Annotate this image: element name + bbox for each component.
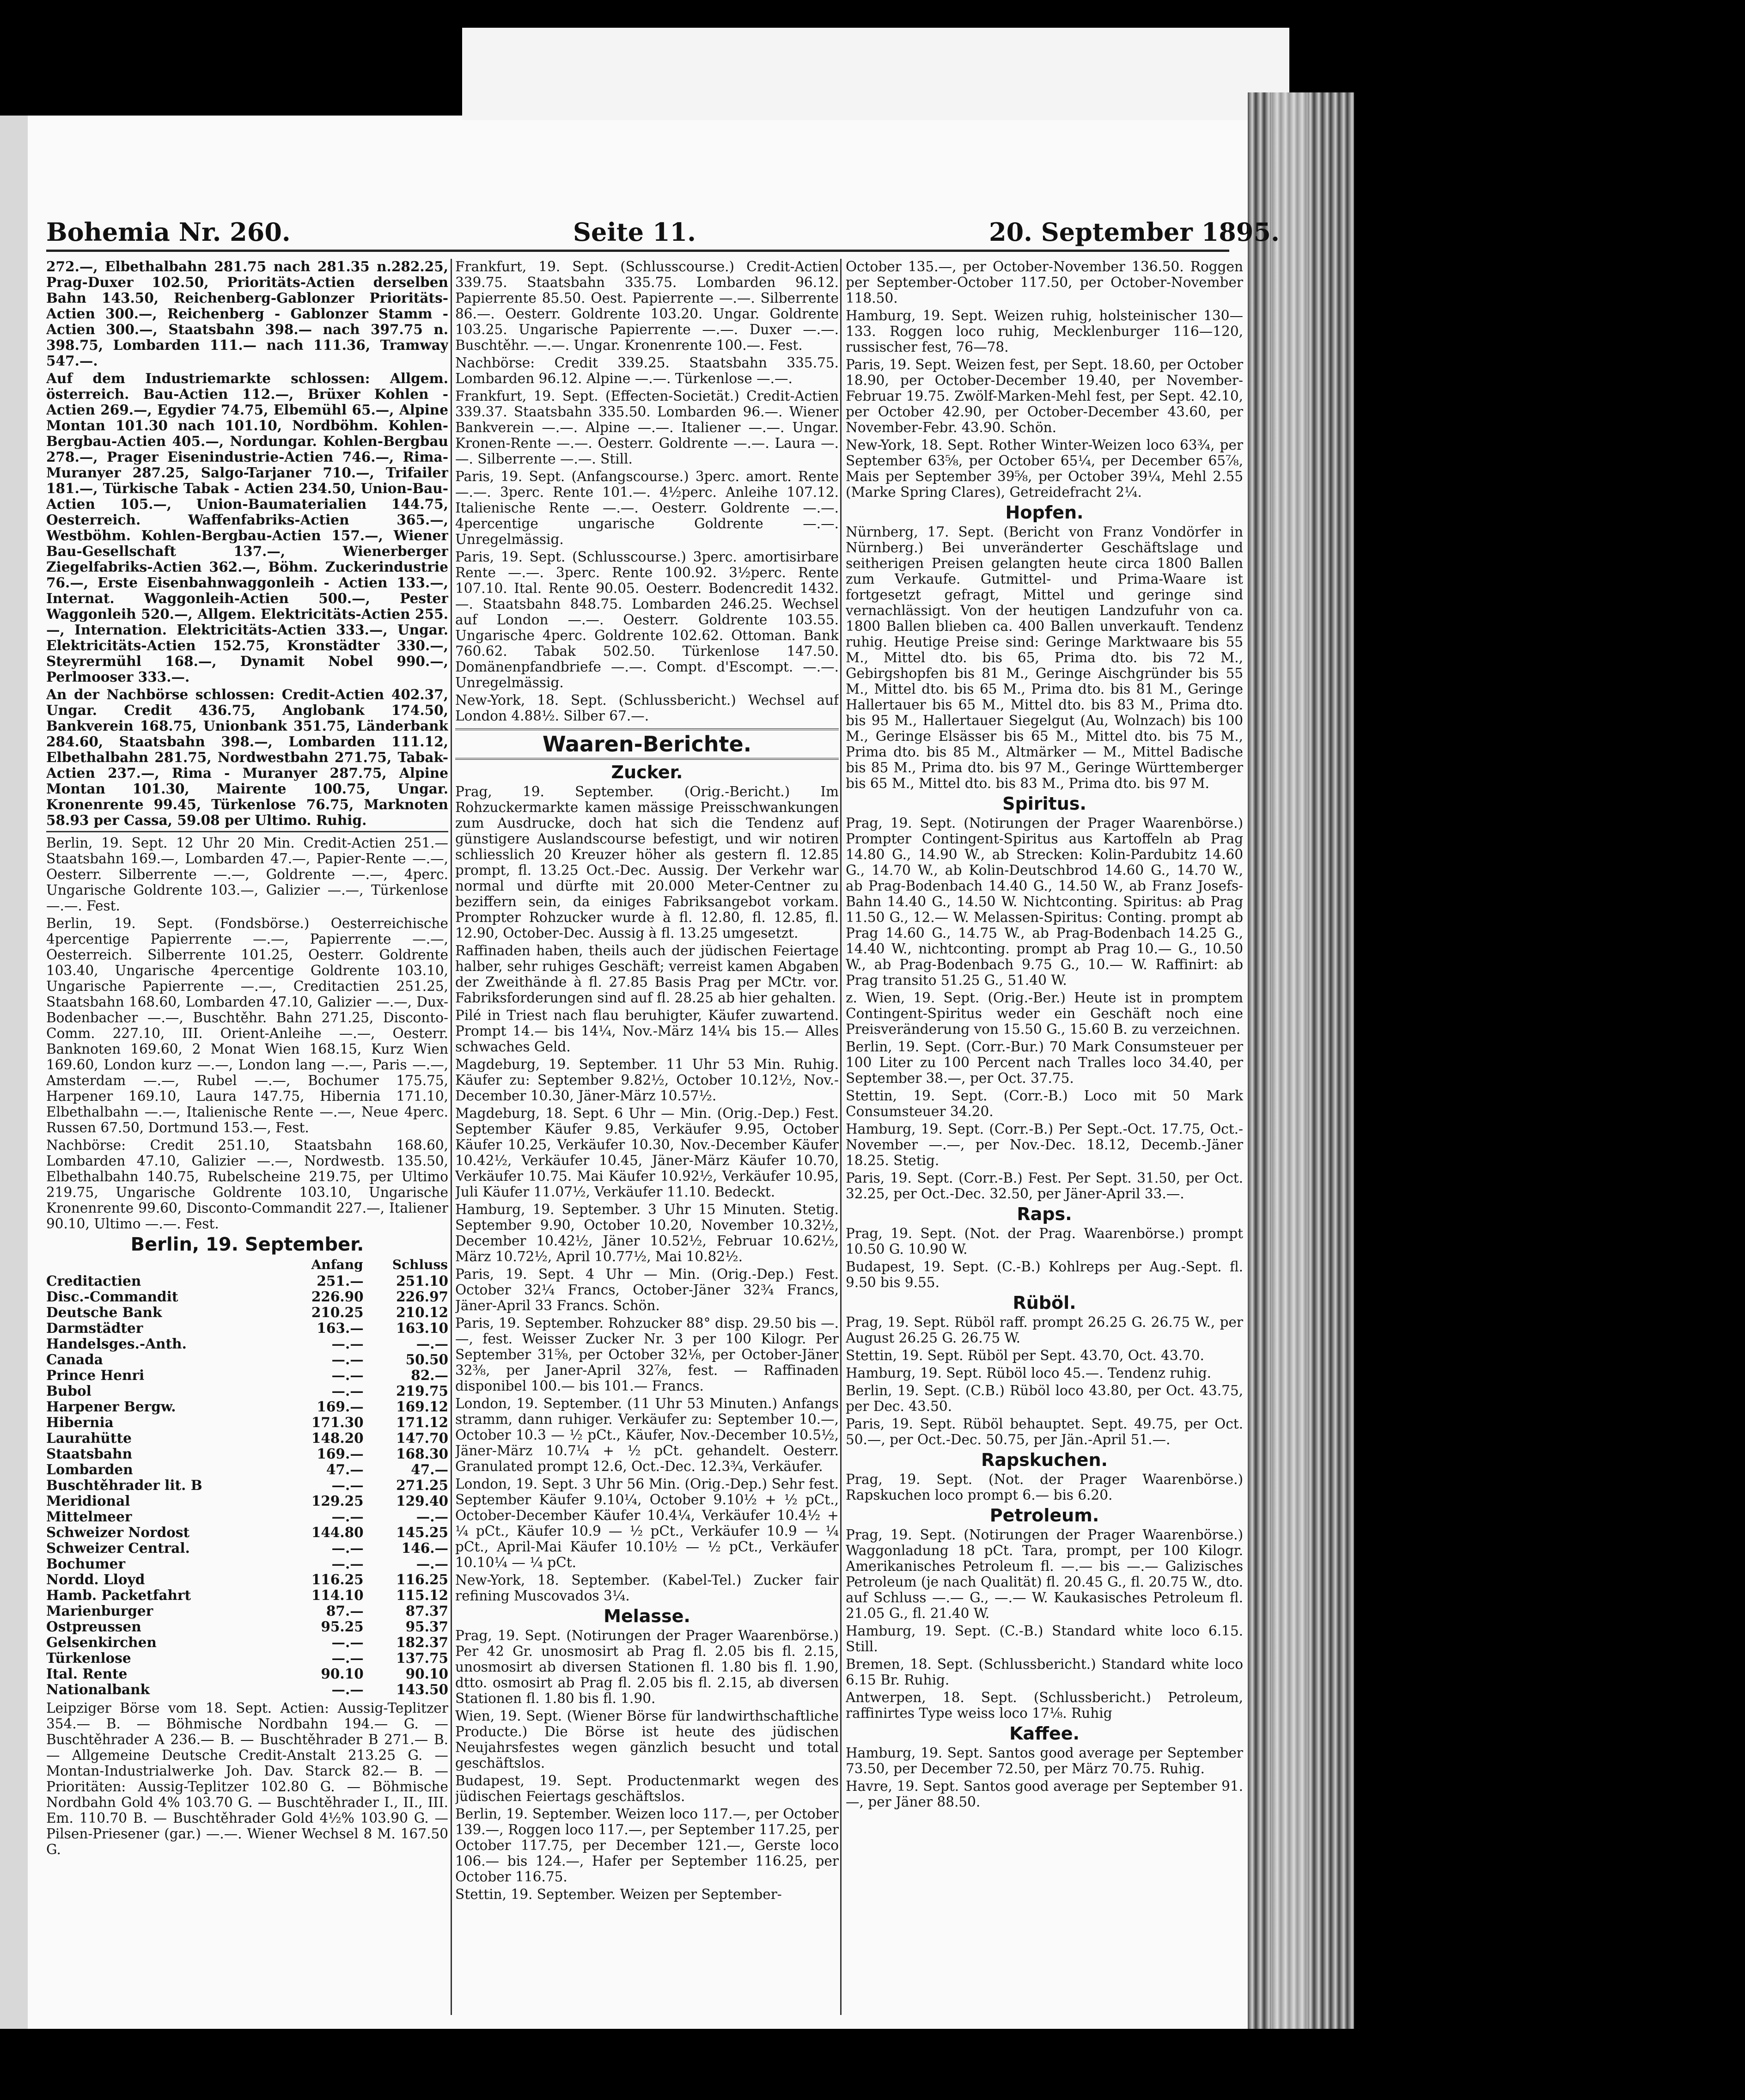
closing-price: 47.— [411, 1461, 448, 1477]
opening-price: 114.10 [311, 1587, 364, 1603]
market-report: Frankfurt, 19. Sept. (Schlusscourse.) Credit-Actien 339.75. Staatsbahn 335.75. Lombarden 96.12. Papierrente 85.50. Oest. Papierrente —.—. Silberrente 86.—. Oesterr. Goldrente 103.20. Ungar. Goldrente 103.25. Ungarische Papierrente —.—. Duxer —.—. Buschtěhr. —.—. Ungar. Kronenrente 100.—. Fest. [455, 259, 839, 353]
opening-price: 148.20 [311, 1430, 364, 1446]
closing-price: 147.70 [396, 1430, 448, 1446]
table-row [46, 1430, 448, 1446]
opening-price: —.— [331, 1508, 364, 1525]
security-name: Disc.-Commandit [46, 1289, 178, 1305]
commodity-heading: Petroleum. [989, 1505, 1099, 1526]
opening-price: 171.30 [311, 1414, 364, 1430]
opening-price: —.— [331, 1634, 364, 1650]
market-report: Berlin, 19. Sept. 12 Uhr 20 Min. Credit-Actien 251.— Staatsbahn 169.—, Lombarden 47.—, Papier-Rente —.—, Oesterr. Silberrente —.—, Goldrente —.—, 4perc. Ungarische Goldrente 103.—, Galizier —.—, Türkenlose —.—. Fest. [46, 835, 448, 914]
closing-price: 90.10 [405, 1666, 448, 1682]
commodity-heading: Raps. [1017, 1204, 1072, 1224]
column-3 [846, 259, 1243, 2015]
left-page-edge [0, 116, 28, 2029]
opening-price: 95.25 [321, 1618, 364, 1635]
market-report: Magdeburg, 19. September. 11 Uhr 53 Min. Ruhig. Käufer zu: September 9.82½, October 10.12½, Nov.-December 10.30, Jäner-März 10.57½. [455, 1056, 839, 1104]
market-report: Hamburg, 19. Sept. (Corr.-B.) Per Sept.-Oct. 17.75, Oct.-November —.—, per Nov.-Dec. 18.12, Decemb.-Jäner 18.25. Stetig. [846, 1121, 1243, 1168]
table-row [46, 1603, 448, 1619]
masthead-left: Bohemia Nr. 260. [46, 217, 291, 247]
opening-price: —.— [331, 1383, 364, 1399]
table-row [46, 1587, 448, 1603]
market-report: Paris, 19. Sept. 4 Uhr — Min. (Orig.-Dep.) Fest. October 32¼ Francs, October-Jäner 32¾ Francs, Jäner-April 33 Francs. Schön. [455, 1266, 839, 1313]
table-row [46, 1556, 448, 1572]
commodity-heading: Rüböl. [1013, 1293, 1076, 1313]
market-report: Stettin, 19. Sept. (Corr.-B.) Loco mit 50 Mark Consumsteuer 34.20. [846, 1088, 1243, 1119]
market-report: An der Nachbörse schlossen: Credit-Actien 402.37, Ungar. Credit 436.75, Anglobank 174.50, Bankverein 168.75, Unionbank 351.75, Länderbank 284.60, Staatsbahn 398.—, Lombarden 111.12, Elbethalbahn 281.75, Nordwestbahn 271.75, Tabak-Actien 237.—, Rima - Muranyer 287.75, Alpine Montan 101.30, Mairente 100.75, Ungar. Kronenrente 99.45, Türkenlose 76.75, Marknoten 58.93 per Cassa, 59.08 per Ultimo. Ruhig. [46, 686, 448, 828]
table-title: Berlin, 19. September. [130, 1234, 364, 1255]
closing-price: 226.97 [396, 1288, 448, 1305]
closing-price: —.— [416, 1336, 448, 1352]
opening-price: —.— [331, 1351, 364, 1367]
closing-price: 251.10 [396, 1273, 448, 1289]
security-name: Darmstädter [46, 1320, 143, 1336]
opening-price: —.— [331, 1367, 364, 1383]
opening-price: 169.— [317, 1398, 364, 1415]
security-name: Meridional [46, 1493, 130, 1509]
section-title: Waaren-Berichte. [455, 728, 839, 760]
closing-price: 129.40 [396, 1493, 448, 1509]
table-row [46, 1336, 448, 1352]
market-report: Paris, 19. Sept. Weizen fest, per Sept. 18.60, per October 18.90, per October-December 19.40, per November-Februar 19.75. Zwölf-Marken-Mehl fest, per Sept. 42.10, per October 42.90, per October-December 43.60, per November-Febr. 43.90. Schön. [846, 357, 1243, 435]
market-report: Auf dem Industriemarkte schlossen: Allgem. österreich. Bau-Actien 112.—, Brüxer Kohlen - Actien 269.—, Egydier 74.75, Elbemühl 65.—, Alpine Montan 101.30 nach 101.10, Nordböhm. Kohlen-Bergbau-Actien 405.—, Nordungar. Kohlen-Bergbau 278.—, Prager Eisenindustrie-Actien 746.—, Rima-Muranyer 287.25, Salgo-Tarjaner 710.—, Trifailer 181.—, Türkische Tabak - Actien 234.50, Union-Bau-Actien 105.—, Union-Baumaterialien 144.75, Oesterreich. Waffenfabriks-Actien 365.—, Westböhm. Kohlen-Bergbau-Actien 157.—, Wiener Bau-Gesellschaft 137.—, Wienerberger Ziegelfabriks-Actien 362.—, Böhm. Zuckerindustrie 76.—, Erste Eisenbahnwaggonleih - Actien 133.—, Internat. Waggonleih-Actien 500.—, Pester Waggonleih 520.—, Allgem. Elektricitäts-Actien 255.—, Internation. Elektricitäts-Actien 333.—, Ungar. Elektricitäts-Actien 152.75, Kronstädter 330.—, Steyrermühl 168.—, Dynamit Nobel 990.—, Perlmooser 333.—. [46, 370, 448, 685]
table-row [46, 1383, 448, 1399]
table-row [46, 1477, 448, 1493]
overlapping-sheet [462, 28, 1289, 120]
security-name: Prince Henri [46, 1367, 145, 1383]
market-report: Hamburg, 19. Sept. Weizen ruhig, holsteinischer 130—133. Roggen loco ruhig, Mecklenburger 116—120, russischer fest, 76—78. [846, 308, 1243, 355]
table-row [46, 1415, 448, 1430]
security-name: Handelsges.-Anth. [46, 1336, 187, 1352]
table-row [46, 1320, 448, 1336]
security-name: Ostpreussen [46, 1619, 141, 1635]
market-report: London, 19. Sept. 3 Uhr 56 Min. (Orig.-Dep.) Sehr fest. September Käufer 9.10¼, October 9.10½ + ½ pCt., October-December Käufer 10.4¼, Verkäufer 10.4½ + ¼ pCt., Käufer 10.9 — ½ pCt., Verkäufer 10.9 — ¼ pCt., April-Mai Käufer 10.10½ — ½ pCt., Verkäufer 10.10¼ — ¼ pCt. [455, 1476, 839, 1570]
closing-price: 271.25 [396, 1477, 448, 1493]
market-report: Prag, 19. Sept. (Notirungen der Prager Waarenbörse.) Waggonladung 18 pCt. Tara, prompt, per 100 Kilogr. Amerikanisches Petroleum fl. —.— bis —.— Galizisches Petroleum (je nach Qualität) fl. 20.45 G., fl. 20.75 W., dto. auf Schluss —.— G., —.— W. Kaukasisches Petroleum fl. 21.05 G., fl. 21.40 W. [846, 1527, 1243, 1621]
table-row [46, 1493, 448, 1509]
market-report: Prag, 19. Sept. (Not. der Prager Waarenbörse.) Rapskuchen loco prompt 6.— bis 6.20. [846, 1471, 1243, 1503]
opening-price: 251.— [317, 1273, 364, 1289]
opening-price: 116.25 [311, 1571, 364, 1587]
market-report: Paris, 19. September. Rohzucker 88° disp. 29.50 bis —.—, fest. Weisser Zucker Nr. 3 per 100 Kilogr. Per September 31⅝, per October 32⅛, per October-Jäner 32⅜, per Janer-April 32⅞, fest. — Raffinaden disponibel 100.— bis 101.— Francs. [455, 1315, 839, 1394]
security-name: Bochumer [46, 1556, 125, 1572]
market-report: Wien, 19. Sept. (Wiener Börse für landwirthschaftliche Producte.) Die Börse ist heute des jüdischen Neujahrsfestes wegen gänzlich besucht und total geschäftslos. [455, 1708, 839, 1771]
closing-price: 143.50 [396, 1681, 448, 1697]
market-report: Paris, 19. Sept. (Corr.-B.) Fest. Per Sept. 31.50, per Oct. 32.25, per Oct.-Dec. 32.50, per Jäner-April 33.—. [846, 1170, 1243, 1202]
table-row [46, 1525, 448, 1540]
security-name: Nationalbank [46, 1682, 150, 1697]
table-row [46, 1635, 448, 1650]
column-header: Anfang [311, 1257, 363, 1272]
table-row [46, 1540, 448, 1556]
market-report: Prag, 19. Sept. (Notirungen der Prager Waarenbörse.) Prompter Contingent-Spiritus aus Kartoffeln ab Prag 14.80 G., 14.90 W., ab Strecken: Kolin-Pardubitz 14.60 G., 14.70 W., ab Kolin-Deutschbrod 14.60 G., 14.70 W., ab Prag-Bodenbach 14.40 G., 14.50 W., ab Franz Josefs-Bahn 14.40 G., 14.50 W. Nichtconting. Spiritus: ab Prag 11.50 G., 12.— W. Melassen-Spiritus: Conting. prompt ab Prag 14.60 G., 14.75 W., ab Prag-Bodenbach 14.25 G., 14.40 W., nichtconting. prompt ab Prag 10.— G., 10.50 W., ab Prag-Bodenbach 9.75 G., 10.— W. Raffinirt: ab Prag transito 51.25 G., 51.40 W. [846, 815, 1243, 988]
commodity-heading: Hopfen. [1005, 502, 1084, 523]
table-row [46, 1509, 448, 1525]
security-name: Nordd. Lloyd [46, 1572, 145, 1587]
table-row [46, 1666, 448, 1682]
market-report: October 135.—, per October-November 136.50. Roggen per September-October 117.50, per October-November 118.50. [846, 259, 1243, 306]
security-name: Marienburger [46, 1603, 153, 1619]
table-header-row [46, 1257, 448, 1273]
opening-price: 129.25 [311, 1493, 364, 1509]
opening-price: 47.— [326, 1461, 364, 1477]
security-name: Buschtěhrader lit. B [46, 1477, 202, 1493]
closing-price: 87.37 [405, 1603, 448, 1619]
market-report: Hamburg, 19. September. 3 Uhr 15 Minuten. Stetig. September 9.90, October 10.20, November 10.32½, December 10.42½, Jäner 10.52½, Februar 10.62½, März 10.72½, April 10.77½, Mai 10.82½. [455, 1202, 839, 1264]
table-row [46, 1572, 448, 1587]
market-report: Berlin, 19. Sept. (Corr.-Bur.) 70 Mark Consumsteuer per 100 Liter zu 100 Percent nach Tralles loco 34.40, per September 38.—, per Oct. 37.75. [846, 1039, 1243, 1086]
table-row [46, 1462, 448, 1477]
commodity-heading: Kaffee. [1009, 1723, 1080, 1744]
market-report: Nachbörse: Credit 339.25. Staatsbahn 335.75. Lombarden 96.12. Alpine —.—. Türkenlose —.—. [455, 355, 839, 386]
opening-price: —.— [331, 1336, 364, 1352]
security-name: Lombarden [46, 1462, 133, 1477]
market-report: New-York, 18. September. (Kabel-Tel.) Zucker fair refining Muscovados 3¼. [455, 1572, 839, 1604]
table-row [46, 1650, 448, 1666]
market-report: Stettin, 19. Sept. Rüböl per Sept. 43.70, Oct. 43.70. [846, 1348, 1204, 1363]
opening-price: —.— [331, 1540, 364, 1556]
market-report: z. Wien, 19. Sept. (Orig.-Ber.) Heute ist in promptem Contingent-Spiritus weder ein Geschäft noch eine Preisveränderung von 15.50 G., 15.60 B. zu verzeichnen. [846, 990, 1243, 1037]
table-row [46, 1367, 448, 1383]
opening-price: 169.— [317, 1446, 364, 1462]
closing-price: 115.12 [396, 1587, 448, 1603]
market-report: Budapest, 19. Sept. Productenmarkt wegen des jüdischen Feiertags geschäftslos. [455, 1773, 839, 1804]
security-name: Creditactien [46, 1273, 141, 1289]
opening-price: 90.10 [321, 1666, 364, 1682]
market-report: Stettin, 19. September. Weizen per September- [455, 1886, 782, 1902]
market-report: Magdeburg, 18. Sept. 6 Uhr — Min. (Orig.-Dep.) Fest. September Käufer 9.85, Verkäufer 9.95, October Käufer 10.25, Verkäufer 10.30, Nov.-December Käufer 10.42½, Verkäufer 10.45, Jäner-März Käufer 10.70, Verkäufer 10.75. Mai Käufer 10.92½, Verkäufer 10.95, Juli Käufer 11.07½, Verkäufer 11.10. Bedeckt. [455, 1105, 839, 1200]
closing-price: 145.25 [396, 1524, 448, 1540]
market-report: London, 19. September. (11 Uhr 53 Minuten.) Anfangs stramm, dann ruhiger. Verkäufer zu: September 10.—, October 10.3 — ½ pCt., Käufer, Nov.-December 10.5½, Jäner-März 10.7¼ + ½ pCt. gehandelt. Oesterr. Granulated prompt 12.6, Oct.-Dec. 12.3¾, Verkäufer. [455, 1396, 839, 1474]
column-rule [451, 259, 452, 2015]
closing-price: 169.12 [396, 1398, 448, 1415]
opening-price: —.— [331, 1556, 364, 1572]
table-row [46, 1352, 448, 1367]
market-report: Berlin, 19. Sept. (Fondsbörse.) Oesterreichische 4percentige Papierrente —.—, Papierrente —.—, Oesterreich. Silberrente 101.25, Oesterr. Goldrente 103.40, Ungarische 4percentige Goldrente 103.10, Ungarische Papierrente —.—, Creditactien 251.25, Staatsbahn 168.60, Lombarden 47.10, Galizier —.—, Dux-Bodenbacher —.—, Buschtěhr. Bahn 271.25, Disconto-Comm. 227.10, III. Orient-Anleihe —.—, Oesterr. Banknoten 169.60, 2 Monat Wien 168.15, Kurz Wien 169.60, London kurz —.—, London lang —.—, Paris —.—, Amsterdam —.—, Rubel —.—, Bochumer 175.75, Harpener 169.10, Laura 147.75, Hibernia 171.10, Elbethalbahn —.—, Italienische Rente —.—, Neue 4perc. Russen 67.50, Dortmund 153.—, Fest. [46, 916, 448, 1135]
market-report: Prag, 19. September. (Orig.-Bericht.) Im Rohzuckermarkte kamen mässige Preisschwankungen zum Ausdrucke, doch hat sich die Tendenz auf günstigere Auslandscourse befestigt, und wir notiren schliesslich 20 Kreuzer höher als gestern fl. 12.85 prompt, fl. 13.25 Oct.-Dec. Aussig. Der Verkehr war normal und dürfte mit 20.000 Meter-Centner zu beziffern sein, da einiges Fabriksangebot vorkam. Prompter Rohzucker wurde à fl. 12.80, fl. 12.85, fl. 12.90, October-Dec. Aussig à fl. 13.25 umgesetzt. [455, 784, 839, 941]
security-name: Hamb. Packetfahrt [46, 1587, 191, 1603]
market-report: Hamburg, 19. Sept. (C.-B.) Standard white loco 6.15. Still. [846, 1623, 1243, 1654]
table-row [46, 1273, 448, 1289]
commodity-heading: Melasse. [604, 1606, 690, 1626]
closing-price: 171.12 [396, 1414, 448, 1430]
market-report: Antwerpen, 18. Sept. (Schlussbericht.) Petroleum, raffinirtes Type weiss loco 17⅛. Ruhig [846, 1690, 1243, 1721]
closing-price: 168.30 [396, 1446, 448, 1462]
opening-price: 226.90 [311, 1288, 364, 1305]
closing-price: —.— [416, 1556, 448, 1572]
table-row [46, 1682, 448, 1697]
table-row [46, 1289, 448, 1305]
security-name: Canada [46, 1352, 103, 1367]
header-rule [46, 250, 1229, 252]
market-report: Prag, 19. Sept. (Notirungen der Prager Waarenbörse.) Per 42 Gr. unosmosirt ab Prag fl. 2.05 bis fl. 2.15, unosmosirt ab diversen Stationen fl. 1.80 bis fl. 1.90, dtto. osmosirt ab Prag fl. 2.05 bis fl. 2.15, ab diversen Stationen fl. 1.80 bis fl. 1.90. [455, 1628, 839, 1706]
market-report: Berlin, 19. Sept. (C.B.) Rüböl loco 43.80, per Oct. 43.75, per Dec. 43.50. [846, 1383, 1243, 1414]
opening-price: —.— [331, 1650, 364, 1666]
opening-price: —.— [331, 1681, 364, 1697]
table-row [46, 1446, 448, 1462]
closing-price: —.— [416, 1508, 448, 1525]
closing-price: 182.37 [396, 1634, 448, 1650]
closing-price: 210.12 [396, 1304, 448, 1320]
closing-price: 95.37 [405, 1618, 448, 1635]
column-1 [46, 259, 448, 2015]
security-name: Schweizer Central. [46, 1540, 190, 1556]
market-report: Prag, 19. Sept. Rüböl raff. prompt 26.25 G. 26.75 W., per August 26.25 G. 26.75 W. [846, 1314, 1243, 1346]
column-header [46, 1257, 279, 1273]
security-name: Gelsenkirchen [46, 1635, 157, 1650]
market-report: Berlin, 19. September. Weizen loco 117.—, per October 139.—, Roggen loco 117.—, per September 117.25, per October 117.75, per December 121.—, Gerste loco 106.— bis 124.—, Hafer per September 116.25, per October 116.75. [455, 1806, 839, 1885]
closing-price: 82.— [411, 1367, 448, 1383]
market-report: Hamburg, 19. Sept. Santos good average per September 73.50, per December 72.50, per März 70.75. Ruhig. [846, 1745, 1243, 1776]
opening-price: 210.25 [311, 1304, 364, 1320]
closing-price: 219.75 [396, 1383, 448, 1399]
market-report: Hamburg, 19. Sept. Rüböl loco 45.—. Tendenz ruhig. [846, 1365, 1211, 1381]
section-rule [46, 831, 448, 832]
market-report: Nachbörse: Credit 251.10, Staatsbahn 168.60, Lombarden 47.10, Galizier —.—, Nordwestb. 135.50, Elbethalbahn 140.75, Rubelscheine 219.75, per Ultimo 219.75, Ungarische Goldrente 103.10, Ungarische Kronenrente 99.60, Disconto-Commandit 227.—, Italiener 90.10, Ultimo —.—. Fest. [46, 1137, 448, 1232]
commodity-heading: Rapskuchen. [981, 1450, 1108, 1470]
market-report: Nürnberg, 17. Sept. (Bericht von Franz Vondörfer in Nürnberg.) Bei unveränderter Geschäftslage und seitherigen Preisen gelangten heute circa 1800 Ballen zum Verkaufe. Gutmittel- und Prima-Waare ist fortgesetzt gefragt, Mittel und geringe sind vernachlässigt. Von der heutigen Landzufuhr von ca. 1800 Ballen blieben ca. 400 Ballen unverkauft. Tendenz ruhig. Heutige Preise sind: Geringe Marktwaare bis 55 M., Mittel dto. bis 65, Prima dto. bis 72 M., Gebirgshopfen bis 81 M., Geringe Aischgründer bis 55 M., Mittel dto. bis 65 M., Prima dto. bis 81 M., Geringe Hallertauer bis 65 M., Mittel dto. bis 83 M., Prima dto. bis 95 M., Hallertauer Siegelgut (Au, Wolnzach) bis 100 M., Geringe Elsässer bis 65 M., Mittel dto. bis 75 M., Prima dto. bis 85 M., Altmärker — M., Mittel Badische bis 85 M., Prima dto. bis 97 M., Geringe Württemberger bis 65 M., Mittel dto. bis 83 M., Prima dto. bis 97 M. [846, 524, 1243, 791]
market-report: Frankfurt, 19. Sept. (Effecten-Societät.) Credit-Actien 339.37. Staatsbahn 335.50. Lombarden 96.—. Wiener Bankverein —.—. Alpine —.—. Italiener —.—. Ungar. Kronen-Rente —.—. Oesterr. Goldrente —.—. Laura —.—. Silberrente —.—. Still. [455, 388, 839, 467]
closing-price: 50.50 [405, 1351, 448, 1367]
market-report: 272.—, Elbethalbahn 281.75 nach 281.35 n.282.25, Prag-Duxer 102.50, Prioritäts-Actien derselben Bahn 143.50, Reichenberg-Gablonzer Prioritäts-Actien 300.—, Reichenberg - Gablonzer Stamm - Actien 300.—, Staatsbahn 398.— nach 397.75 n. 398.75, Lombarden 111.— nach 111.36, Tramway 547.—. [46, 259, 448, 369]
market-report: Raffinaden haben, theils auch der jüdischen Feiertage halber, sehr ruhiges Geschäft; verreist kamen Abgaben der Zweithände à fl. 27.85 Basis Prag per MCtr. vor. Fabriksforderungen sind auf fl. 28.25 ab hier gehalten. [455, 943, 839, 1006]
security-name: Hibernia [46, 1415, 114, 1430]
closing-price: 116.25 [396, 1571, 448, 1587]
column-header: Schluss [392, 1257, 448, 1272]
opening-price: 87.— [326, 1603, 364, 1619]
opening-price: 163.— [317, 1320, 364, 1336]
table-row [46, 1305, 448, 1320]
column-2 [455, 259, 839, 2015]
table-row [46, 1399, 448, 1415]
security-name: Bubol [46, 1383, 92, 1399]
market-report: New-York, 18. Sept. Rother Winter-Weizen loco 63¾, per September 63⅝, per October 65¼, per December 65⅞, Mais per September 39⅝, per October 39¼, Mehl 2.55 (Marke Spring Clares), Getreidefracht 2¼. [846, 437, 1243, 500]
market-report: Budapest, 19. Sept. (C.-B.) Kohlreps per Aug.-Sept. fl. 9.50 bis 9.55. [846, 1259, 1243, 1290]
commodity-heading: Spiritus. [1002, 794, 1086, 814]
market-report: Bremen, 18. Sept. (Schlussbericht.) Standard white loco 6.15 Br. Ruhig. [846, 1656, 1243, 1688]
market-report: Leipziger Börse vom 18. Sept. Actien: Aussig-Teplitzer 354.— B. — Böhmische Nordbahn 194.— G. — Buschtěhrader A 236.— B. — Buschtěhrader B 271.— B. — Allgemeine Deutsche Credit-Anstalt 213.25 G. — Montan-Industrialwerke Joh. Dav. Starck 82.— B. — Prioritäten: Aussig-Teplitzer 102.80 G. — Böhmische Nordbahn Gold 4% 103.70 G. — Buschtěhrader I., II., III. Em. 110.70 B. — Buschtěhrader Gold 4½% 103.90 G. — Pilsen-Priesener (gar.) —.—. Wiener Wechsel 8 M. 167.50 G. [46, 1700, 448, 1857]
security-name: Deutsche Bank [46, 1305, 162, 1320]
market-report: Paris, 19. Sept. Rüböl behauptet. Sept. 49.75, per Oct. 50.—, per Oct.-Dec. 50.75, per Jän.-April 51.—. [846, 1416, 1243, 1447]
issue-date: 20. September 1895. [989, 217, 1280, 247]
market-report: New-York, 18. Sept. (Schlussbericht.) Wechsel auf London 4.88½. Silber 67.—. [455, 692, 839, 724]
security-name: Staatsbahn [46, 1446, 133, 1462]
security-name: Ital. Rente [46, 1666, 128, 1682]
commodity-heading: Zucker. [611, 762, 683, 782]
berlin-quotes-table [46, 1257, 448, 1697]
market-report: Paris, 19. Sept. (Schlusscourse.) 3perc. amortisirbare Rente —.—. 3perc. Rente 100.92. 3½perc. Rente 107.10. Ital. Rente 90.05. Oesterr. Bodencredit 1432.—. Staatsbahn 848.75. Lombarden 246.25. Wechsel auf London —.—. Oesterr. Goldrente 103.55. Ungarische 4perc. Goldrente 102.62. Ottoman. Bank 760.62. Tabak 502.50. Türkenlose 147.50. Domänenpfandbriefe —.—. Compt. d'Escompt. —.—. Unregelmässig. [455, 549, 839, 690]
closing-price: 163.10 [396, 1320, 448, 1336]
market-report: Pilé in Triest nach flau beruhigter, Käufer zuwartend. Prompt 14.— bis 14¼, Nov.-März 14¼ bis 15.— Alles schwaches Geld. [455, 1007, 839, 1055]
security-name: Türkenlose [46, 1650, 131, 1666]
security-name: Harpener Bergw. [46, 1399, 176, 1415]
page-number: Seite 11. [573, 217, 696, 247]
market-report: Prag, 19. Sept. (Not. der Prag. Waarenbörse.) prompt 10.50 G. 10.90 W. [846, 1226, 1243, 1257]
market-report: Havre, 19. Sept. Santos good average per September 91.—, per Jäner 88.50. [846, 1778, 1243, 1810]
opening-price: 144.80 [311, 1524, 364, 1540]
opening-price: —.— [331, 1477, 364, 1493]
closing-price: 137.75 [396, 1650, 448, 1666]
market-report: Paris, 19. Sept. (Anfangscourse.) 3perc. amort. Rente —.—. 3perc. Rente 101.—. 4½perc. Anleihe 107.12. Italienische Rente —.—. Oesterr. Goldrente —.—. 4percentige ungarische Goldrente —.—. Unregelmässig. [455, 469, 839, 547]
security-name: Schweizer Nordost [46, 1525, 190, 1540]
table-row [46, 1619, 448, 1635]
page-edge-highlight [1271, 92, 1308, 2029]
security-name: Mittelmeer [46, 1509, 132, 1525]
security-name: Laurahütte [46, 1430, 132, 1446]
closing-price: 146.— [401, 1540, 448, 1556]
column-rule [840, 259, 842, 2015]
